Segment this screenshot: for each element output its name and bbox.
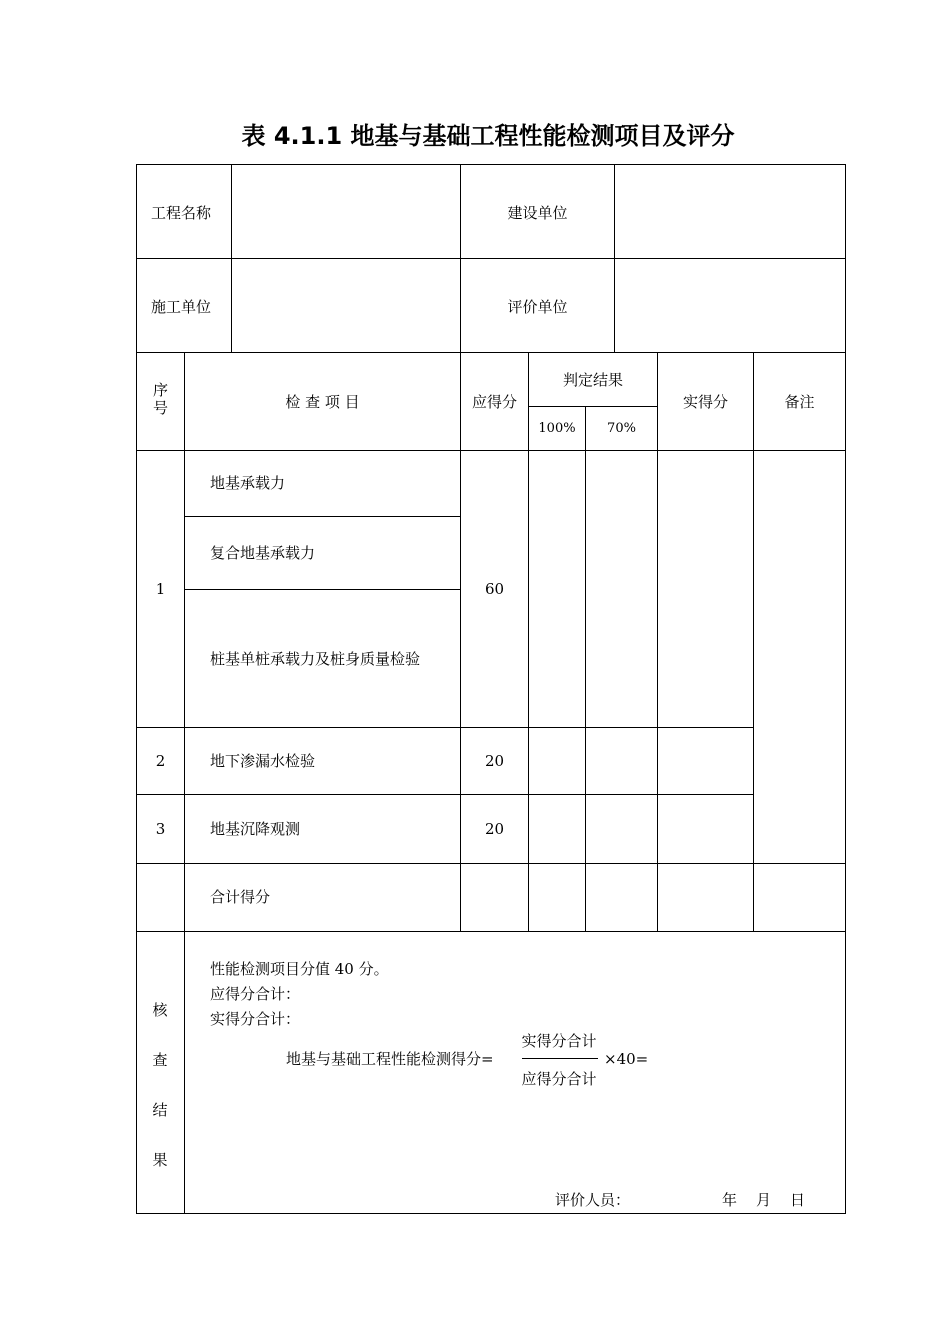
header-actual-score: 实得分 [682, 393, 728, 411]
row-score: 20 [484, 752, 505, 770]
grid-line [460, 164, 461, 931]
review-label-char: 查 [152, 1051, 168, 1069]
grid-line [657, 352, 658, 931]
review-label-char: 果 [152, 1151, 168, 1169]
row-item: 桩基单桩承载力及桩身质量检验 [210, 650, 421, 668]
row-score: 60 [484, 580, 505, 598]
grid-line [231, 164, 232, 352]
header-pct70: 70% [607, 421, 636, 436]
review-label-char: 结 [152, 1101, 168, 1119]
page-title: 表 4.1.1 地基与基础工程性能检测项目及评分 [241, 122, 735, 150]
row-item: 地下渗漏水检验 [210, 752, 316, 770]
row-seq: 2 [155, 752, 166, 770]
grid-line [136, 931, 846, 932]
grid-line [136, 450, 846, 451]
header-seq-line1: 序 [152, 381, 168, 399]
grid-line [184, 352, 185, 1214]
grid-line [753, 352, 754, 931]
grid-line [136, 863, 846, 864]
contractor-label: 施工单位 [151, 298, 212, 316]
review-line1: 性能检测项目分值 40 分。 [210, 960, 389, 978]
grid-line [845, 164, 846, 1214]
formula-denominator: 应得分合计 [521, 1070, 597, 1088]
header-item: 检 查 项 目 [285, 393, 360, 411]
grid-line [528, 406, 657, 407]
row-item: 复合地基承载力 [210, 544, 316, 562]
grid-line [184, 516, 460, 517]
date-day: 日 [790, 1191, 806, 1209]
header-pct100: 100% [538, 421, 576, 436]
formula-numerator: 实得分合计 [521, 1032, 597, 1050]
formula-prefix: 地基与基础工程性能检测得分= [286, 1050, 494, 1068]
header-seq-line2: 号 [152, 399, 168, 417]
review-line2: 应得分合计： [210, 985, 301, 1003]
grid-line [585, 406, 586, 931]
grid-line [136, 258, 846, 259]
project-name-label: 工程名称 [151, 204, 212, 222]
date-year: 年 [722, 1191, 738, 1209]
header-due-score: 应得分 [471, 393, 517, 411]
formula-fraction-bar [522, 1058, 598, 1059]
row-seq: 3 [155, 820, 166, 838]
grid-line [184, 589, 460, 590]
header-remark: 备注 [784, 393, 815, 411]
header-judgement: 判定结果 [562, 371, 623, 389]
total-label: 合计得分 [210, 888, 271, 906]
grid-line [528, 352, 529, 931]
grid-line [136, 727, 753, 728]
grid-line [136, 352, 846, 353]
builder-label: 建设单位 [507, 204, 568, 222]
grid-line [614, 164, 615, 352]
evaluator-person-label: 评价人员： [555, 1191, 631, 1209]
formula-suffix: ×40= [604, 1050, 649, 1068]
review-line3: 实得分合计： [210, 1010, 301, 1028]
grid-line [136, 794, 753, 795]
row-item: 地基沉降观测 [210, 820, 301, 838]
grid-line [136, 164, 137, 1214]
header-seq [137, 381, 184, 417]
review-label-char: 核 [152, 1001, 168, 1019]
row-item: 地基承载力 [210, 474, 286, 492]
row-seq: 1 [155, 580, 166, 598]
grid-line [136, 1213, 846, 1214]
evaluator-unit-label: 评价单位 [507, 298, 568, 316]
date-month: 月 [756, 1191, 772, 1209]
grid-line [136, 164, 846, 165]
row-score: 20 [484, 820, 505, 838]
